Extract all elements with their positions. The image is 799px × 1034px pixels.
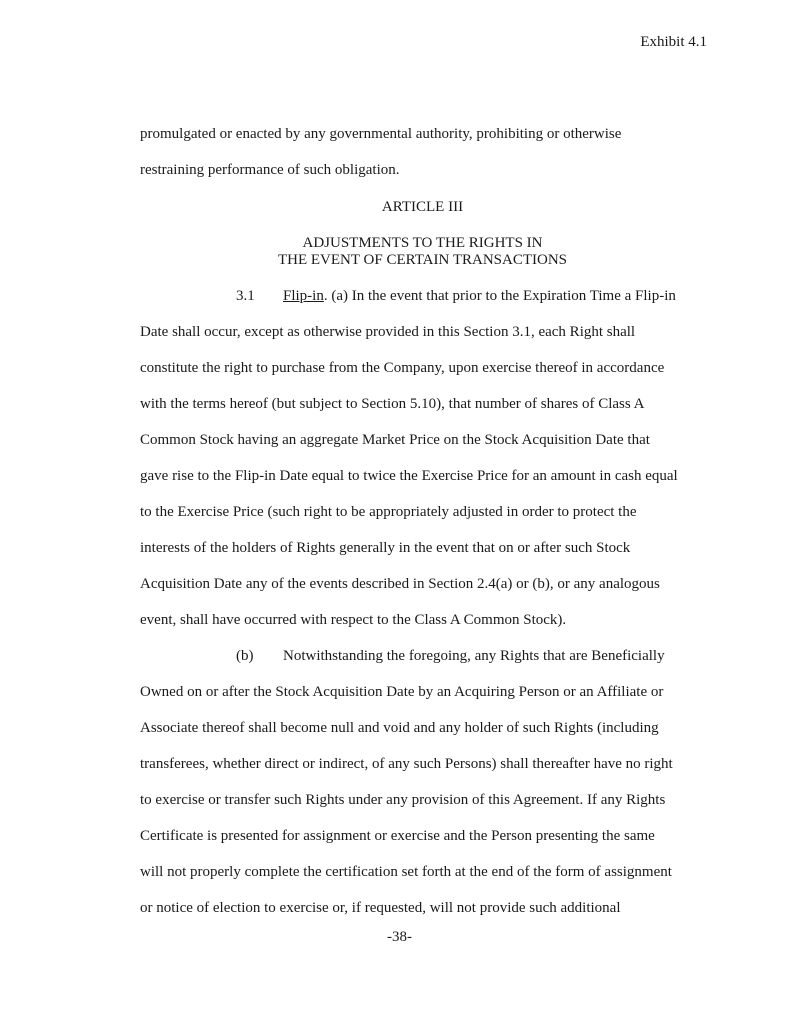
body-line: or notice of election to exercise or, if requested, will not provide such additional	[140, 900, 621, 916]
section-heading-line	[283, 287, 676, 305]
body-line: Common Stock having an aggregate Market Price on the Stock Acquisition Date that	[140, 432, 650, 448]
body-line: gave rise to the Flip-in Date equal to twice the Exercise Price for an amount in cash equal	[140, 468, 678, 484]
body-line: to the Exercise Price (such right to be appropriately adjusted in order to protect the	[140, 504, 637, 520]
body-line: Acquisition Date any of the events described in Section 2.4(a) or (b), or any analogous	[140, 576, 660, 592]
body-line: constitute the right to purchase from the Company, upon exercise thereof in accordance	[140, 360, 665, 376]
body-line: Certificate is presented for assignment or exercise and the Person presenting the same	[140, 828, 655, 844]
body-line: to exercise or transfer such Rights under any provision of this Agreement. If any Rights	[140, 792, 666, 808]
section-first-line: . (a) In the event that prior to the Expiration Time a Flip-in	[323, 288, 676, 304]
page-number: -38-	[387, 929, 412, 945]
article-number: ARTICLE III	[381, 199, 464, 215]
body-line: Associate thereof shall become null and void and any holder of such Rights (including	[140, 720, 659, 736]
body-line: Date shall occur, except as otherwise provided in this Section 3.1, each Right shall	[140, 324, 636, 340]
article-title-line-2: THE EVENT OF CERTAIN TRANSACTIONS	[277, 252, 567, 268]
section-heading: Flip-in	[283, 288, 324, 304]
body-line: Owned on or after the Stock Acquisition Date by an Acquiring Person or an Affiliate or	[140, 684, 664, 700]
body-line: transferees, whether direct or indirect, of any such Persons) shall thereafter have no right	[140, 756, 673, 772]
paragraph-label: (b)	[236, 648, 254, 664]
body-line: restraining performance of such obligation.	[140, 162, 400, 178]
paragraph-first-line: Notwithstanding the foregoing, any Rights that are Beneficially	[283, 648, 665, 664]
body-line: with the terms hereof (but subject to Section 5.10), that number of shares of Class A	[140, 396, 645, 412]
body-line: will not properly complete the certification set forth at the end of the form of assignment	[140, 864, 672, 880]
exhibit-label: Exhibit 4.1	[640, 34, 707, 50]
section-number: 3.1	[236, 288, 255, 304]
body-line: interests of the holders of Rights generally in the event that on or after such Stock	[140, 540, 631, 556]
body-line: promulgated or enacted by any governmental authority, prohibiting or otherwise	[140, 126, 622, 142]
body-line: event, shall have occurred with respect to the Class A Common Stock).	[140, 612, 567, 628]
article-title-line-1: ADJUSTMENTS TO THE RIGHTS IN	[302, 235, 543, 251]
